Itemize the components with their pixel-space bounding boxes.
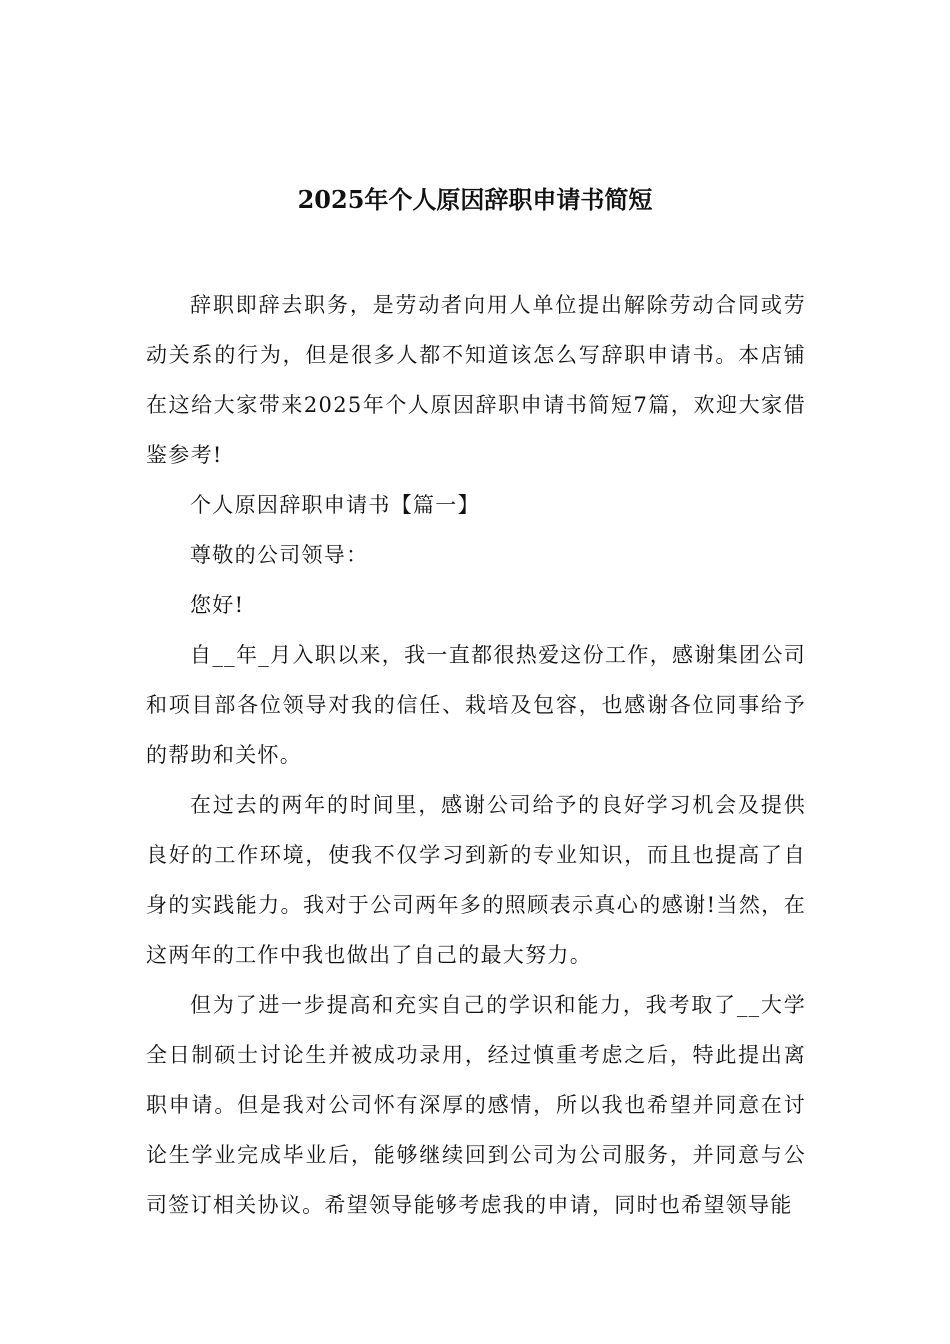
body-paragraph: 在过去的两年的时间里，感谢公司给予的良好学习机会及提供良好的工作环境，使我不仅学习到新的专业知识，而且也提高了自身的实践能力。我对于公司两年多的照顾表示真心的感谢!当然，在这两年的工作中我也做出了自己的最大努力。 [146,793,806,967]
section-heading: 个人原因辞职申请书【篇一】 [190,493,480,517]
body-paragraph: 但为了进一步提高和充实自己的学识和能力，我考取了__大学全日制硕士讨论生并被成功录用，经过慎重考虑之后，特此提出离职申请。但是我对公司怀有深厚的感情，所以我也希望并同意在讨论生学业完成毕业后，能够继续回到公司为公司服务，并同意与公司签订相关协议。希望领导能够考虑我的申请，同时也希望领导能 [146,993,806,1217]
salutation: 尊敬的公司领导： [190,543,369,567]
document-title: 2025年个人原因辞职申请书简短 [297,185,653,214]
intro-paragraph: 辞职即辞去职务，是劳动者向用人单位提出解除劳动合同或劳动关系的行为，但是很多人都不知道该怎么写辞职申请书。本店铺在这给大家带来2025年个人原因辞职申请书简短7篇，欢迎大家借鉴参考! [146,293,806,467]
document-body [146,280,806,1230]
greeting: 您好! [190,593,245,617]
body-paragraph: 自__年_月入职以来，我一直都很热爱这份工作，感谢集团公司和项目部各位领导对我的信任、栽培及包容，也感谢各位同事给予的帮助和关怀。 [146,643,806,767]
